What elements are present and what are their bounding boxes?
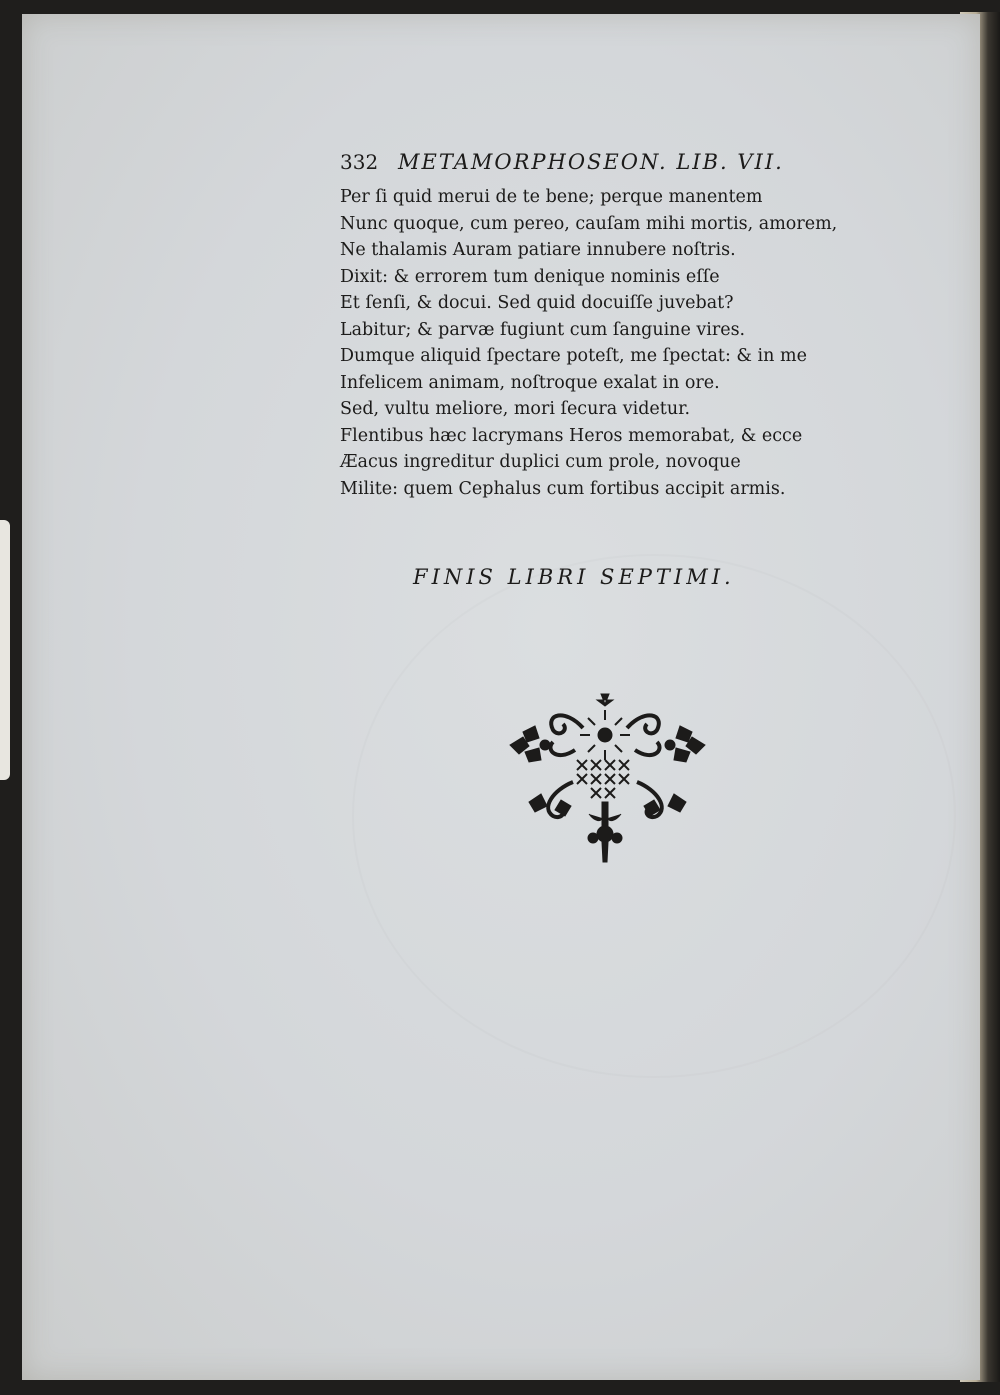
verse-line: Sed, vultu meliore, mori ſecura videtur. xyxy=(340,399,691,419)
page-number: 332 xyxy=(340,150,379,174)
verse-line: Labitur; & parvæ fugiunt cum ſanguine vires. xyxy=(340,319,746,340)
sun-icon xyxy=(580,694,630,760)
rosette-grid-icon xyxy=(577,760,629,798)
verse-line: Æacus ingreditur duplici cum prole, novoque xyxy=(340,452,741,472)
verse-line: Per ſi quid merui de te bene; perque manentem xyxy=(340,187,763,207)
flower-stem-icon xyxy=(588,802,622,862)
page-header xyxy=(340,150,860,184)
verse-line: Milite: quem Cephalus cum fortibus accipit armis. xyxy=(340,478,786,499)
leaf-cluster-left-icon xyxy=(510,726,550,762)
page-tab xyxy=(0,520,10,780)
scroll-left-icon xyxy=(550,715,583,755)
text-block xyxy=(340,150,860,502)
verse-line: Ne thalamis Auram patiare innubere noſtris. xyxy=(340,240,736,260)
leaf-cluster-right-icon xyxy=(665,726,705,762)
running-head: METAMORPHOSEON. LIB. VII. xyxy=(398,150,784,174)
verse-line: Dumque aliquid ſpectare poteſt, me ſpectat: & in me xyxy=(340,346,807,366)
verse-line: Infelicem animam, noſtroque exalat in ore. xyxy=(340,372,720,393)
verse-line: Flentibus hæc lacrymans Heros memorabat, & ecce xyxy=(340,425,803,446)
verse-line: Et ſenſi, & docui. Sed quid docuiſſe juvebat? xyxy=(340,293,734,313)
colophon: FINIS LIBRI SEPTIMI. xyxy=(413,565,735,589)
floral-tailpiece-ornament xyxy=(505,690,710,865)
scroll-right-icon xyxy=(627,715,660,755)
lower-leaf-right-icon xyxy=(644,794,686,816)
verse-line: Dixit: & errorem tum denique nominis eſſe xyxy=(340,266,720,287)
verse-line: Nunc quoque, cum pereo, cauſam mihi mortis, amorem, xyxy=(340,213,838,234)
